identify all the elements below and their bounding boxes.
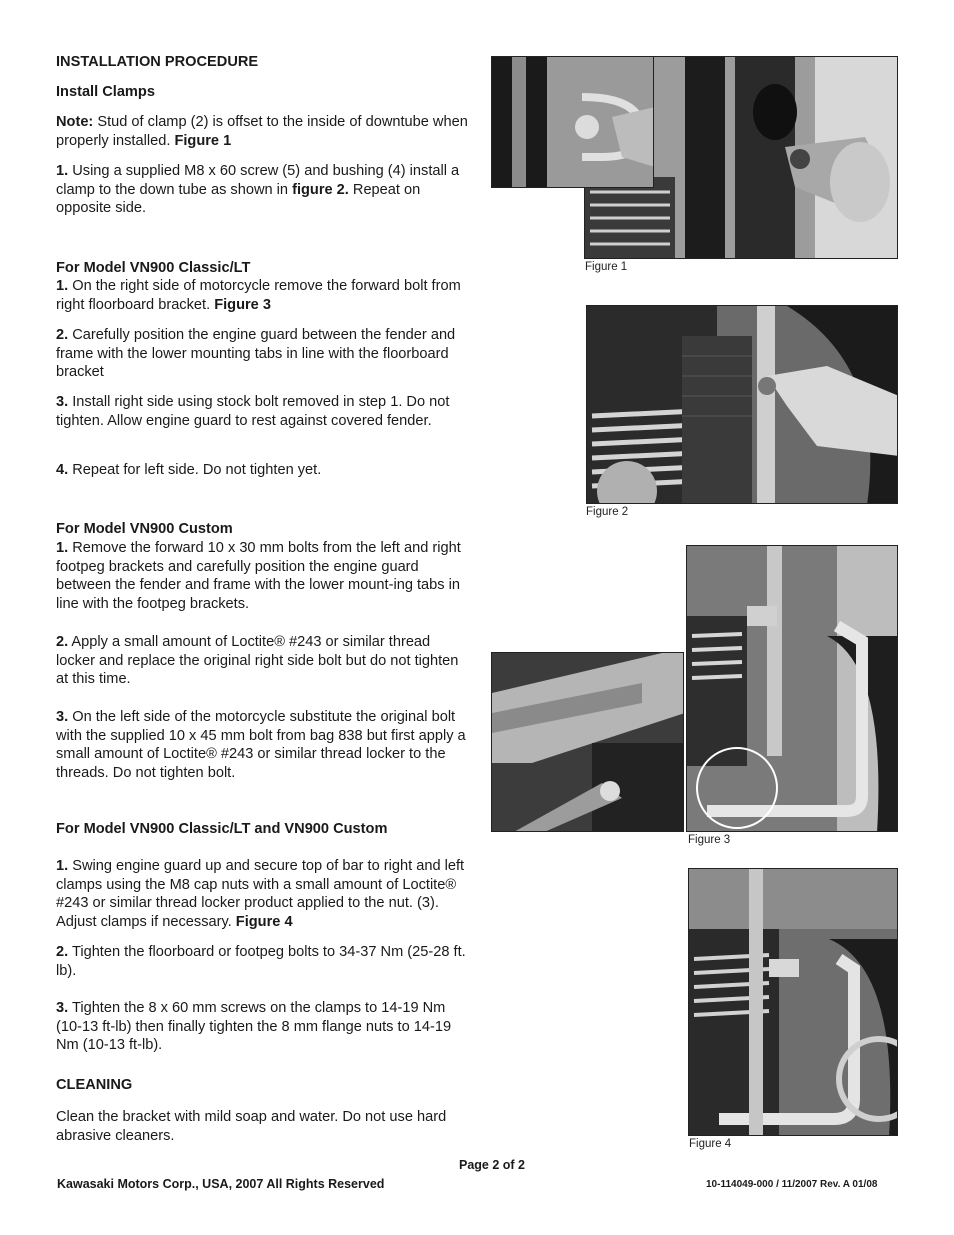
step-number: 3. [56,394,69,410]
note-paragraph [56,113,472,150]
figure-3-right-image [687,546,898,832]
both-step-3 [56,999,472,1055]
custom-step-3 [56,708,468,782]
classic-step-2 [56,326,472,382]
figure-3-caption: Figure 3 [688,834,731,846]
copyright-notice: Kawasaki Motors Corp., USA, 2007 All Rights Reserved [57,1177,385,1191]
figure-ref: Figure 4 [235,913,293,930]
figure-1-inset-image [492,57,654,188]
step-text: Install right side using stock bolt removed in step 1. Do not tighten. Allow engine guard to rest against covered fender. [56,394,450,429]
step-number: 1. [56,163,69,179]
step-text: On the right side of motorcycle remove the forward bolt from right floorboard bracket. [56,278,461,313]
figure-4-caption: Figure 4 [689,1138,732,1150]
figure-1-photo-inset [491,56,654,188]
both-step-1 [56,857,468,931]
note-text: Stud of clamp (2) is offset to the inside of downtube when properly installed. [56,114,468,149]
figure-1-caption: Figure 1 [585,261,628,273]
classic-step-4 [56,461,472,480]
heading-vn900-classic: For Model VN900 Classic/LT [56,260,251,276]
step-text: Tighten the floorboard or footpeg bolts to 34-37 Nm (25-28 ft. lb). [56,944,466,979]
figure-ref: Figure 3 [214,296,271,313]
step-text: Swing engine guard up and secure top of bar to right and left clamps using the M8 cap nuts with a small amount of Loctite® #243 or similar thread locker product applied to the nut. (3). Adjust clamps if necessary. [56,858,465,930]
step-number: 4. [56,462,69,478]
step-text: Tighten the 8 x 60 mm screws on the clamps to 14-19 Nm (10-13 ft-lb) then finally tighten the 8 mm flange nuts to 14-19 Nm (10-13 ft-lb). [56,1000,452,1054]
figure-2-photo [586,305,898,504]
step-number: 2. [56,634,69,650]
custom-step-2 [56,633,468,689]
note-label: Note: [56,114,94,130]
figure-2-image [587,306,898,504]
step-text-tail: Repeat on opposite side. [56,181,421,217]
step-text: Apply a small amount of Loctite® #243 or similar thread locker and replace the original right side bolt but do not tighten at this time. [56,634,459,688]
figure-4-photo [688,868,898,1136]
figure-3-left-image [492,653,684,832]
note-figure-ref: Figure 1 [174,132,232,149]
step-text: Remove the forward 10 x 30 mm bolts from the left and right footpeg brackets and carefully position the engine guard between the fender and frame with the lower mount-ing tabs in line with the footpeg brackets. [56,540,461,612]
step-number: 2. [56,327,69,343]
classic-step-3 [56,393,472,430]
section-heading-installation: INSTALLATION PROCEDURE [56,54,259,70]
figure-ref: figure 2. [292,181,349,198]
step-text: Carefully position the engine guard between the fender and frame with the lower mounting tabs in line with the floorboard bracket [56,327,456,381]
step-number: 1. [56,278,69,294]
step-text: Repeat for left side. Do not tighten yet. [68,462,322,478]
subheading-install-clamps: Install Clamps [56,84,155,100]
both-step-2 [56,943,468,980]
step-number: 3. [56,1000,69,1016]
step-text: Using a supplied M8 x 60 screw (5) and bushing (4) install a clamp to the down tube as shown in [56,163,460,198]
heading-vn900-both: For Model VN900 Classic/LT and VN900 Custom [56,821,388,837]
figure-2-caption: Figure 2 [586,506,629,518]
step-number: 1. [56,858,69,874]
step-number: 1. [56,540,69,556]
figure-3-photo-right [686,545,898,832]
section-heading-cleaning: CLEANING [56,1077,133,1093]
page-number: Page 2 of 2 [459,1158,525,1172]
step-text: On the left side of the motorcycle substitute the original bolt with the supplied 10 x 45 mm bolt from bag 838 but first apply a small amount of Loctite® #243 or similar thread locker to the threads. Do not tighten bolt. [56,709,466,781]
figure-3-photo-left [491,652,684,832]
heading-vn900-custom: For Model VN900 Custom [56,521,233,537]
step-number: 2. [56,944,69,960]
step-number: 3. [56,709,69,725]
classic-step-1 [56,277,472,314]
clamps-step-1 [56,162,472,218]
cleaning-paragraph: Clean the bracket with mild soap and water. Do not use hard abrasive cleaners. [56,1109,447,1144]
document-number: 10-114049-000 / 11/2007 Rev. A 01/08 [706,1179,878,1190]
figure-4-image [689,869,898,1136]
custom-step-1 [56,539,468,613]
